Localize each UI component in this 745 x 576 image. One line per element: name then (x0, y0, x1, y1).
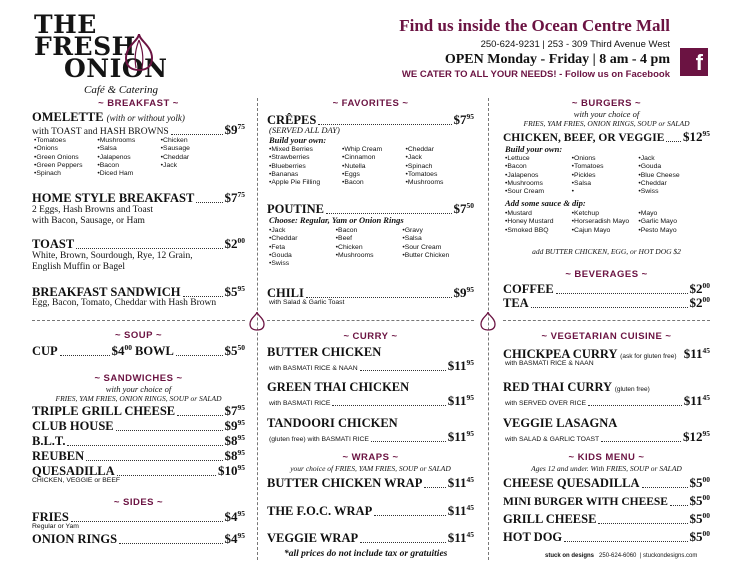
credit-phone: 250-624-6060 (599, 553, 637, 559)
item-price-cents: 95 (466, 393, 474, 402)
option: • Honey Mustard (505, 218, 572, 226)
menu-item-kids (503, 475, 710, 491)
item-price: $9 (224, 122, 238, 137)
option: • Mushrooms (97, 137, 160, 145)
menu-item-curry-desc (269, 393, 474, 409)
option: • Gouda (269, 252, 336, 260)
sauce-options (505, 210, 705, 235)
burger-options (505, 155, 705, 196)
item-name: COFFEE (503, 282, 554, 296)
item-desc: Egg, Bacon, Tomato, Cheddar with Hash Brown (32, 298, 217, 308)
item-note: (with or without yolk) (106, 113, 185, 123)
option: • Onions (34, 145, 97, 153)
item-price-cents: 95 (237, 463, 245, 472)
item-price: $4 (111, 343, 125, 358)
item-name: CHICKPEA CURRY (503, 347, 618, 361)
item-desc: (gluten free) with BASMATI RICE (269, 436, 369, 443)
item-price: $11 (447, 393, 467, 408)
option: • Diced Ham (97, 170, 160, 178)
wraps-note: your choice of FRIES, YAM FRIES, SOUP or SALAD (290, 464, 451, 473)
kids-note: Ages 12 and under. With FRIES, SOUP or SALAD (531, 464, 682, 473)
item-desc: with BASMATI RICE & NAAN (505, 360, 594, 367)
option: • Sour Cream (402, 244, 469, 252)
menu-item-burger (503, 129, 710, 145)
option: • Swiss (638, 188, 705, 196)
option: • Bacon (342, 179, 405, 187)
vegetarian-heading: ~ VEGETARIAN CUISINE ~ (503, 331, 710, 342)
menu-item-sandwich (32, 433, 245, 449)
item-name: TOAST (32, 237, 75, 251)
menu-item-cup (32, 343, 132, 359)
option: • Sausage (161, 145, 224, 153)
item-note: (gluten free) (614, 386, 650, 393)
option: • Horseradish Mayo (572, 218, 639, 226)
item-desc: English Muffin or Bagel (32, 262, 125, 272)
option: • Spinach (34, 170, 97, 178)
option: • Salsa (97, 145, 160, 153)
item-name: TRIPLE GRILL CHEESE (32, 404, 176, 418)
item-name: VEGGIE WRAP (267, 531, 359, 545)
option: • Gouda (638, 163, 705, 171)
logo (34, 10, 204, 96)
item-price-cents: 50 (466, 201, 474, 210)
menu-item-kids (503, 529, 710, 545)
favorites-heading: ~ FAVORITES ~ (267, 98, 474, 109)
item-name: OMELETTE (32, 110, 104, 124)
menu-item-toast (32, 236, 245, 252)
item-price: $11 (683, 393, 703, 408)
item-price: $9 (453, 285, 467, 300)
option: • Jack (269, 227, 336, 235)
option: • Mushrooms (505, 180, 572, 188)
sandwiches-heading: ~ SANDWICHES ~ (32, 373, 245, 384)
menu-item-vegetarian-desc (505, 393, 710, 409)
item-price: $2 (689, 281, 703, 296)
option: • Jack (161, 162, 224, 170)
item-price: $7 (224, 403, 238, 418)
menu-item-vegetarian-desc (505, 429, 710, 445)
poutine-options (269, 227, 469, 268)
burger-addon: add BUTTER CHICKEN, EGG, or HOT DOG $2 (532, 247, 681, 256)
item-price: $8 (224, 448, 238, 463)
menu-item-curry-desc (269, 358, 474, 374)
menu-item-onion-rings (32, 531, 245, 547)
option: • Apple Pie Filling (269, 179, 342, 187)
item-name: THE F.O.C. WRAP (267, 504, 373, 518)
item-desc: with Bacon, Sausage, or Ham (32, 216, 145, 226)
item-price: $7 (453, 201, 467, 216)
breakfast-heading: ~ BREAKFAST ~ (32, 98, 245, 109)
option: • Garlic Mayo (638, 218, 705, 226)
item-name: CHICKEN, BEEF, OR VEGGIE (503, 132, 665, 144)
burgers-note: FRIES, YAM FRIES, ONION RINGS, SOUP or SALAD (523, 119, 690, 128)
menu-item-home-style (32, 190, 245, 206)
option: • Jalapenos (97, 154, 160, 162)
item-note: Choose: Regular, Yam or Onion Rings (269, 215, 404, 225)
item-price-cents: 95 (466, 285, 474, 294)
header-info (330, 16, 670, 80)
option: • Nutella (342, 163, 405, 171)
menu-item-wrap (267, 530, 474, 546)
option: • Smoked BBQ (505, 227, 572, 235)
item-price-cents: 95 (237, 418, 245, 427)
option: • Chicken (161, 137, 224, 145)
item-desc: White, Brown, Sourdough, Rye, 12 Grain, (32, 251, 193, 261)
item-price-cents: 00 (124, 343, 132, 352)
option: • Jalapenos (505, 172, 572, 180)
item-price: $11 (447, 358, 467, 373)
item-price: $2 (224, 236, 238, 251)
menu-item-sandwich (32, 403, 245, 419)
beverages-heading: ~ BEVERAGES ~ (503, 269, 710, 280)
menu-item-omelette-desc (32, 122, 245, 138)
item-price: $7 (453, 112, 467, 127)
option: • Salsa (572, 180, 639, 188)
menu-item-bowl (135, 343, 245, 359)
option: • Tomatoes (34, 137, 97, 145)
item-price: $5 (224, 284, 238, 299)
item-name: HOT DOG (503, 530, 563, 544)
option: • Jack (638, 155, 705, 163)
option: • Cheddar (269, 235, 336, 243)
item-price: $5 (224, 343, 238, 358)
option: • Mushrooms (406, 179, 469, 187)
item-desc: with BASMATI RICE (269, 400, 331, 407)
item-desc: CHICKEN, VEGGIE or BEEF (32, 477, 121, 484)
item-name: ONION RINGS (32, 532, 118, 546)
item-price-cents: 45 (702, 393, 710, 402)
item-price-cents: 00 (702, 281, 710, 290)
item-price: $11 (447, 503, 467, 518)
option: • Strawberries (269, 154, 342, 162)
row-divider (32, 320, 245, 321)
item-price-cents: 95 (702, 129, 710, 138)
option: • Bacon (336, 227, 403, 235)
item-desc: with SERVED OVER RICE (505, 400, 587, 407)
item-price-cents: 00 (237, 236, 245, 245)
option: • Cajun Mayo (572, 227, 639, 235)
header-hours: OPEN Monday - Friday | 8 am - 4 pm (444, 52, 670, 67)
option: • Mayo (638, 210, 705, 218)
item-name: BUTTER CHICKEN (267, 345, 382, 359)
option: • Ketchup (572, 210, 639, 218)
item-price-cents: 95 (237, 433, 245, 442)
row-divider (267, 320, 474, 321)
item-price-cents: 00 (702, 511, 710, 520)
item-desc: with Salad & Garlic Toast (269, 299, 345, 306)
credit-site: stuckondesigns.com (642, 553, 698, 559)
option: • Salsa (402, 235, 469, 243)
option: • Cheddar (638, 180, 705, 188)
option: • Eggs (342, 171, 405, 179)
item-desc: Regular or Yam (32, 523, 79, 530)
item-price-cents: 95 (237, 448, 245, 457)
item-name: GRILL CHEESE (503, 512, 597, 526)
crepes-options (269, 146, 469, 187)
item-price: $11 (447, 429, 467, 444)
item-price: $4 (224, 509, 238, 524)
option: • Mushrooms (336, 252, 403, 260)
menu-item-wrap (267, 475, 474, 491)
option: • Pickles (572, 172, 639, 180)
option: • Mixed Berries (269, 146, 342, 154)
item-price: $8 (224, 433, 238, 448)
item-price: $5 (689, 511, 703, 526)
option: • Bacon (97, 162, 160, 170)
item-price-cents: 75 (237, 190, 245, 199)
option: • Bacon (505, 163, 572, 171)
item-name: CHEESE QUESADILLA (503, 476, 640, 490)
option: • Lettuce (505, 155, 572, 163)
soup-heading: ~ SOUP ~ (32, 330, 245, 341)
item-note: (SERVED ALL DAY) (269, 125, 340, 135)
build-label: Build your own: (505, 144, 563, 154)
option: • Cheddar (406, 146, 469, 154)
item-price-cents: 00 (702, 475, 710, 484)
item-name: QUESADILLA (32, 464, 115, 478)
item-price: $5 (689, 529, 703, 544)
onion-icon (479, 311, 497, 331)
item-name: BOWL (135, 344, 174, 358)
curry-heading: ~ CURRY ~ (267, 331, 474, 342)
item-price-cents: 95 (466, 358, 474, 367)
item-price: $7 (224, 190, 238, 205)
item-name: POUTINE (267, 202, 324, 216)
item-desc: 2 Eggs, Hash Browns and Toast (32, 205, 154, 215)
item-price: $12 (683, 129, 703, 144)
option: • Beef (336, 235, 403, 243)
item-price-cents: 00 (702, 529, 710, 538)
item-name: MINI BURGER WITH CHEESE (503, 496, 668, 508)
header-cater: WE CATER TO ALL YOUR NEEDS! - Follow us on Facebook (401, 69, 670, 80)
menu-item-beverage (503, 295, 710, 311)
facebook-icon[interactable]: f (680, 48, 708, 76)
option: • Green Onions (34, 154, 97, 162)
credit-name: stuck on designs (545, 553, 595, 559)
option: • Cheddar (161, 154, 224, 162)
item-price-cents: 45 (702, 346, 710, 355)
option: • Spinach (406, 163, 469, 171)
option: • Blue Cheese (638, 172, 705, 180)
item-name: TANDOORI CHICKEN (267, 416, 398, 430)
option: • Gravy (402, 227, 469, 235)
option: • Green Peppers (34, 162, 97, 170)
logo-line-1: THE FRESH (34, 10, 136, 61)
item-price: $5 (689, 475, 703, 490)
item-price: $4 (224, 531, 238, 546)
item-name: REUBEN (32, 449, 85, 463)
sides-heading: ~ SIDES ~ (32, 497, 245, 508)
option: • Whip Cream (342, 146, 405, 154)
header-title: Find us inside the Ocean Centre Mall (399, 16, 670, 35)
option: • Onions (572, 155, 639, 163)
item-name: CHILI (267, 286, 304, 300)
onion-icon (248, 311, 266, 331)
menu-item-wrap (267, 503, 474, 519)
item-desc: with SALAD & GARLIC TOAST (505, 436, 600, 443)
option: • Mustard (505, 210, 572, 218)
item-note: (ask for gluten free) (620, 353, 677, 360)
menu-item-curry-desc (269, 429, 474, 445)
item-name: HOME STYLE BREAKFAST (32, 191, 195, 205)
menu-item-sandwich (32, 418, 245, 434)
item-name: VEGGIE LASAGNA (503, 416, 618, 430)
option: • Cinnamon (342, 154, 405, 162)
sauce-label: Add some sauce & dip: (505, 198, 586, 208)
option: • Chicken (336, 244, 403, 252)
item-name: FRIES (32, 510, 69, 524)
item-name: B.L.T. (32, 434, 66, 448)
wraps-heading: ~ WRAPS ~ (267, 452, 474, 463)
item-price: $5 (689, 493, 703, 508)
logo-line-2: ONION (64, 54, 168, 83)
item-price-cents: 00 (702, 295, 710, 304)
item-price: $2 (689, 295, 703, 310)
item-price-cents: 50 (237, 343, 245, 352)
menu-item-sandwich (32, 448, 245, 464)
item-price-cents: 95 (237, 531, 245, 540)
item-price-cents: 95 (466, 429, 474, 438)
item-price: $11 (683, 346, 703, 361)
item-price-cents: 45 (466, 530, 474, 539)
item-price-cents: 45 (466, 503, 474, 512)
option: • Butter Chicken (402, 252, 469, 260)
sandwiches-note: with your choice of (105, 384, 172, 394)
option: • Swiss (269, 260, 336, 268)
row-divider (503, 320, 710, 321)
item-price: $9 (224, 418, 238, 433)
build-label: Build your own: (269, 135, 327, 145)
item-price-cents: 45 (466, 475, 474, 484)
item-price-cents: 00 (702, 493, 710, 502)
item-price-cents: 95 (237, 284, 245, 293)
option: • Pesto Mayo (638, 227, 705, 235)
designer-credit: stuck on designs 250-624-6060 | stuckondesigns.com (545, 553, 698, 559)
item-name: CRÊPES (267, 113, 317, 127)
item-price-cents: 75 (237, 122, 245, 131)
logo-tagline: Café & Catering (84, 84, 158, 96)
option: • Sour Cream (505, 188, 572, 196)
header-address: 250-624-9231 | 253 - 309 Third Avenue West (480, 39, 670, 50)
item-price: $11 (447, 530, 467, 545)
option: • Blueberries (269, 163, 342, 171)
option: • Jack (406, 154, 469, 162)
item-name: GREEN THAI CHICKEN (267, 380, 410, 394)
item-price: $10 (218, 463, 238, 478)
option: • Tomatoes (572, 163, 639, 171)
item-desc: with BASMATI RICE & NAAN (269, 365, 358, 372)
option: • Bananas (269, 171, 342, 179)
menu-item-kids (503, 511, 710, 527)
item-desc: with TOAST and HASH BROWNS (32, 127, 169, 137)
item-price-cents: 95 (237, 403, 245, 412)
burgers-heading: ~ BURGERS ~ (503, 98, 710, 109)
sandwiches-note: FRIES, YAM FRIES, ONION RINGS, SOUP or SALAD (55, 394, 222, 403)
item-price-cents: 95 (702, 429, 710, 438)
item-name: BREAKFAST SANDWICH (32, 285, 181, 299)
item-price: $12 (683, 429, 703, 444)
onion-icon (122, 32, 156, 72)
item-name: CLUB HOUSE (32, 419, 114, 433)
tax-note: *all prices do not include tax or gratuities (284, 549, 448, 559)
item-name: RED THAI CURRY (503, 380, 612, 394)
item-price-cents: 95 (237, 509, 245, 518)
burgers-note: with your choice of (573, 109, 640, 119)
option: • Feta (269, 244, 336, 252)
item-name: CUP (32, 344, 58, 358)
omelette-options (34, 137, 224, 178)
kids-heading: ~ KIDS MENU ~ (503, 452, 710, 463)
item-name: BUTTER CHICKEN WRAP (267, 476, 423, 490)
menu-item-kids (503, 493, 710, 509)
item-price: $11 (447, 475, 467, 490)
item-price-cents: 95 (466, 112, 474, 121)
item-name: TEA (503, 296, 529, 310)
option: • Tomatoes (406, 171, 469, 179)
